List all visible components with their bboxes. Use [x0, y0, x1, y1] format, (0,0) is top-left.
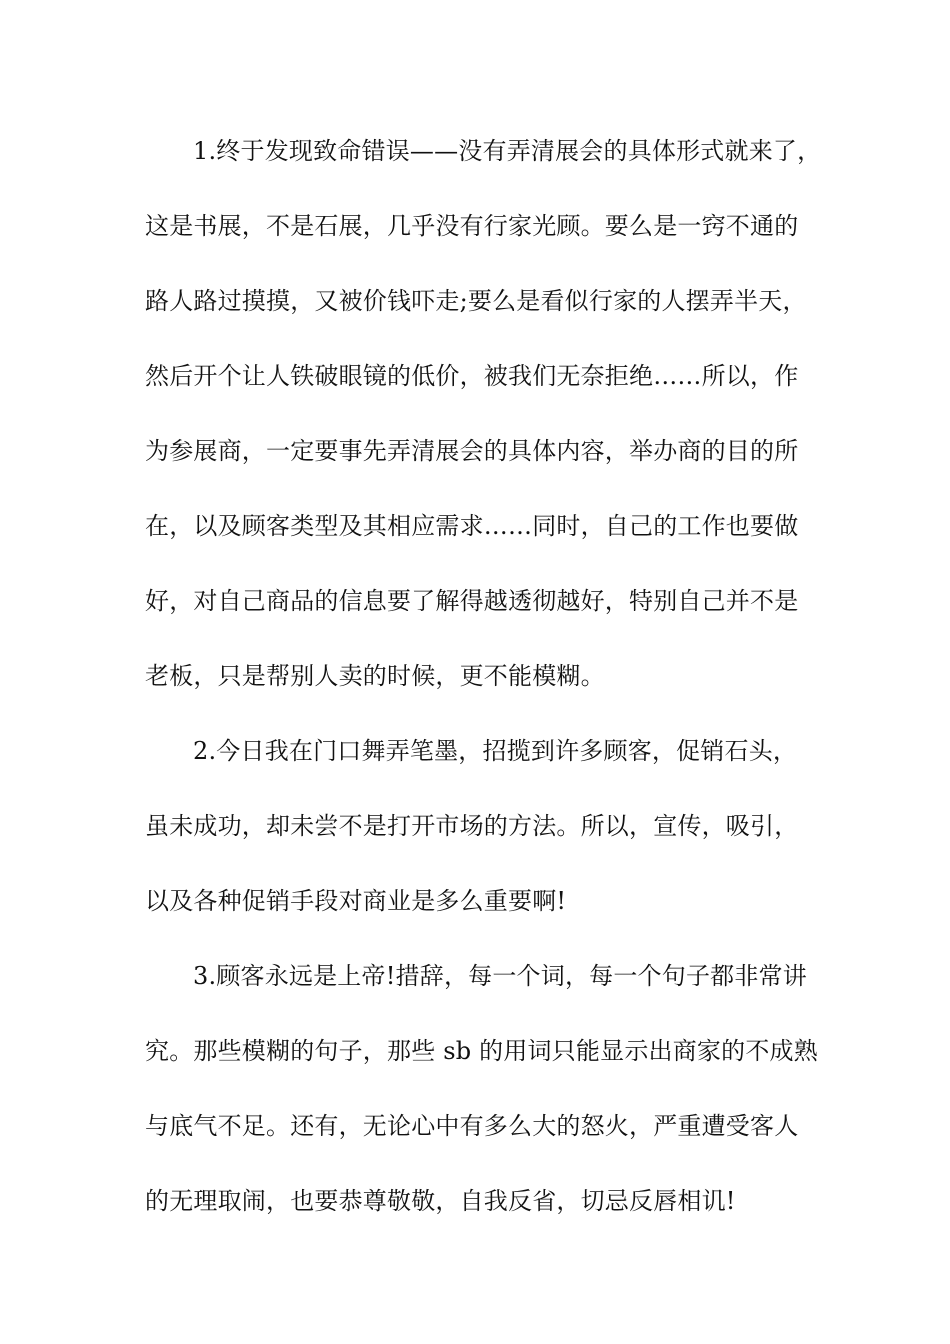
paragraph-3-line-4: 的无理取闹，也要恭尊敬敬，自我反省，切忌反唇相讥!: [145, 1187, 736, 1215]
paragraph-1-line-7: 好，对自己商品的信息要了解得越透彻越好，特别自己并不是: [145, 587, 799, 615]
paragraph-3-line-2: 究。那些模糊的句子，那些 sb 的用词只能显示出商家的不成熟: [145, 1037, 818, 1065]
paragraph-2-line-1: 2.今日我在门口舞弄笔墨，招揽到许多顾客，促销石头，: [193, 737, 798, 765]
paragraph-3-line-3: 与底气不足。还有，无论心中有多么大的怒火，严重遭受客人: [145, 1112, 799, 1140]
paragraph-3-line-1: 3.顾客永远是上帝!措辞，每一个词，每一个句子都非常讲: [193, 962, 807, 990]
paragraph-1-line-2: 这是书展，不是石展，几乎没有行家光顾。要么是一窍不通的: [145, 212, 799, 240]
paragraph-1-line-3: 路人路过摸摸，又被价钱吓走;要么是看似行家的人摆弄半天，: [145, 287, 807, 315]
paragraph-1-line-6: 在，以及顾客类型及其相应需求……同时，自己的工作也要做: [145, 512, 799, 540]
paragraph-1-line-1: 1.终于发现致命错误——没有弄清展会的具体形式就来了，: [193, 137, 822, 165]
paragraph-2-line-3: 以及各种促销手段对商业是多么重要啊!: [145, 887, 567, 915]
paragraph-1-line-8: 老板，只是帮别人卖的时候，更不能模糊。: [145, 662, 605, 690]
paragraph-1-line-5: 为参展商，一定要事先弄清展会的具体内容，举办商的目的所: [145, 437, 799, 465]
paragraph-1-line-4: 然后开个让人铁破眼镜的低价，被我们无奈拒绝……所以，作: [145, 362, 799, 390]
paragraph-2-line-2: 虽未成功，却未尝不是打开市场的方法。所以，宣传，吸引，: [145, 812, 799, 840]
